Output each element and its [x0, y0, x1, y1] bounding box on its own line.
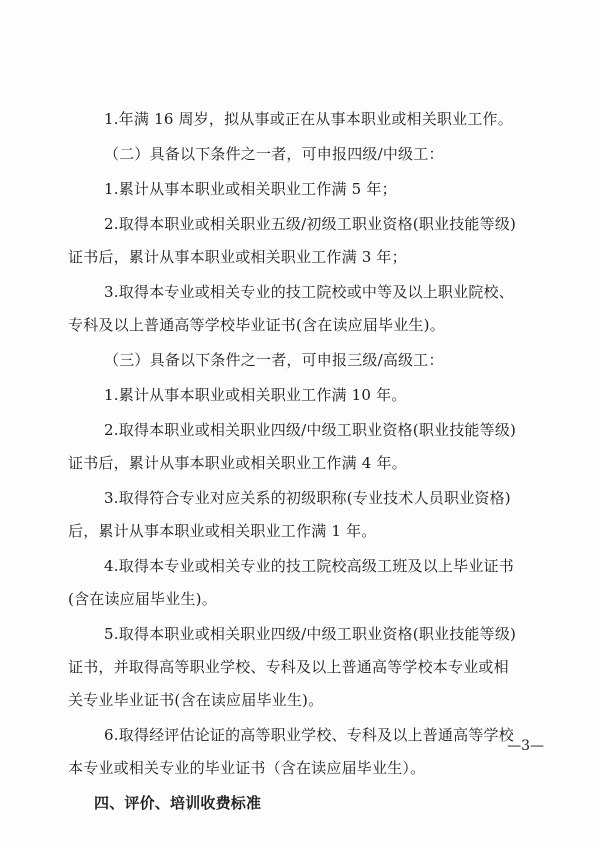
text-line: （三）具备以下条件之一者，可申报三级/高级工：	[104, 351, 444, 369]
paragraph-item	[68, 726, 550, 777]
text-line: 4.取得本专业或相关专业的技工院校高级工班及以上毕业证书	[104, 557, 514, 575]
text-line: (含在读应届毕业生)。	[68, 590, 217, 608]
section-heading-fees	[94, 796, 550, 811]
section-heading-level3	[104, 353, 550, 368]
text-line: 证书，并取得高等职业学校、专科及以上普通高等学校本专业或相	[68, 658, 509, 676]
text-line: 四、评价、培训收费标准	[94, 794, 262, 812]
text-line: 2.取得本职业或相关职业五级/初级工职业资格(职业技能等级)	[104, 215, 517, 233]
text-line: 后，累计从事本职业或相关职业工作满 1 年。	[68, 522, 377, 540]
paragraph-item	[104, 388, 550, 403]
text-line: 证书后，累计从事本职业或相关职业工作满 3 年；	[68, 248, 407, 266]
paragraph-item	[68, 283, 550, 334]
text-line: 专科及以上普通高等学校毕业证书(含在读应届毕业生)。	[68, 316, 445, 334]
section-heading-level4	[104, 147, 550, 162]
paragraph-item	[68, 215, 550, 266]
text-line: 本专业或相关专业的毕业证书（含在读应届毕业生）。	[68, 759, 426, 777]
text-line: 1.年满 16 周岁，拟从事或正在从事本职业或相关职业工作。	[104, 110, 513, 128]
paragraph-item	[68, 557, 550, 608]
text-line: 1.累计从事本职业或相关职业工作满 5 年；	[104, 180, 397, 198]
text-line: 3.取得本专业或相关专业的技工院校或中等及以上职业院校、	[104, 283, 514, 301]
paragraph-item	[68, 421, 550, 472]
text-line: 6.取得经评估论证的高等职业学校、专科及以上普通高等学校	[104, 726, 514, 744]
text-line: 3.取得符合专业对应关系的初级职称(专业技术人员职业资格)	[104, 489, 511, 507]
text-line: 证书后，累计从事本职业或相关职业工作满 4 年。	[68, 454, 407, 472]
paragraph-item	[104, 182, 550, 197]
text-line: 关专业毕业证书(含在读应届毕业生)。	[68, 691, 324, 709]
text-line: 2.取得本职业或相关职业四级/中级工职业资格(职业技能等级)	[104, 421, 517, 439]
document-body	[68, 110, 550, 812]
page-number: —3—	[507, 738, 544, 754]
text-line: 5.取得本职业或相关职业四级/中级工职业资格(职业技能等级)	[104, 625, 517, 643]
text-line: （二）具备以下条件之一者，可申报四级/中级工：	[104, 145, 444, 163]
paragraph-item	[68, 625, 550, 709]
paragraph-age-requirement	[104, 112, 550, 127]
paragraph-item	[68, 489, 550, 540]
text-line: 1.累计从事本职业或相关职业工作满 10 年。	[104, 386, 407, 404]
